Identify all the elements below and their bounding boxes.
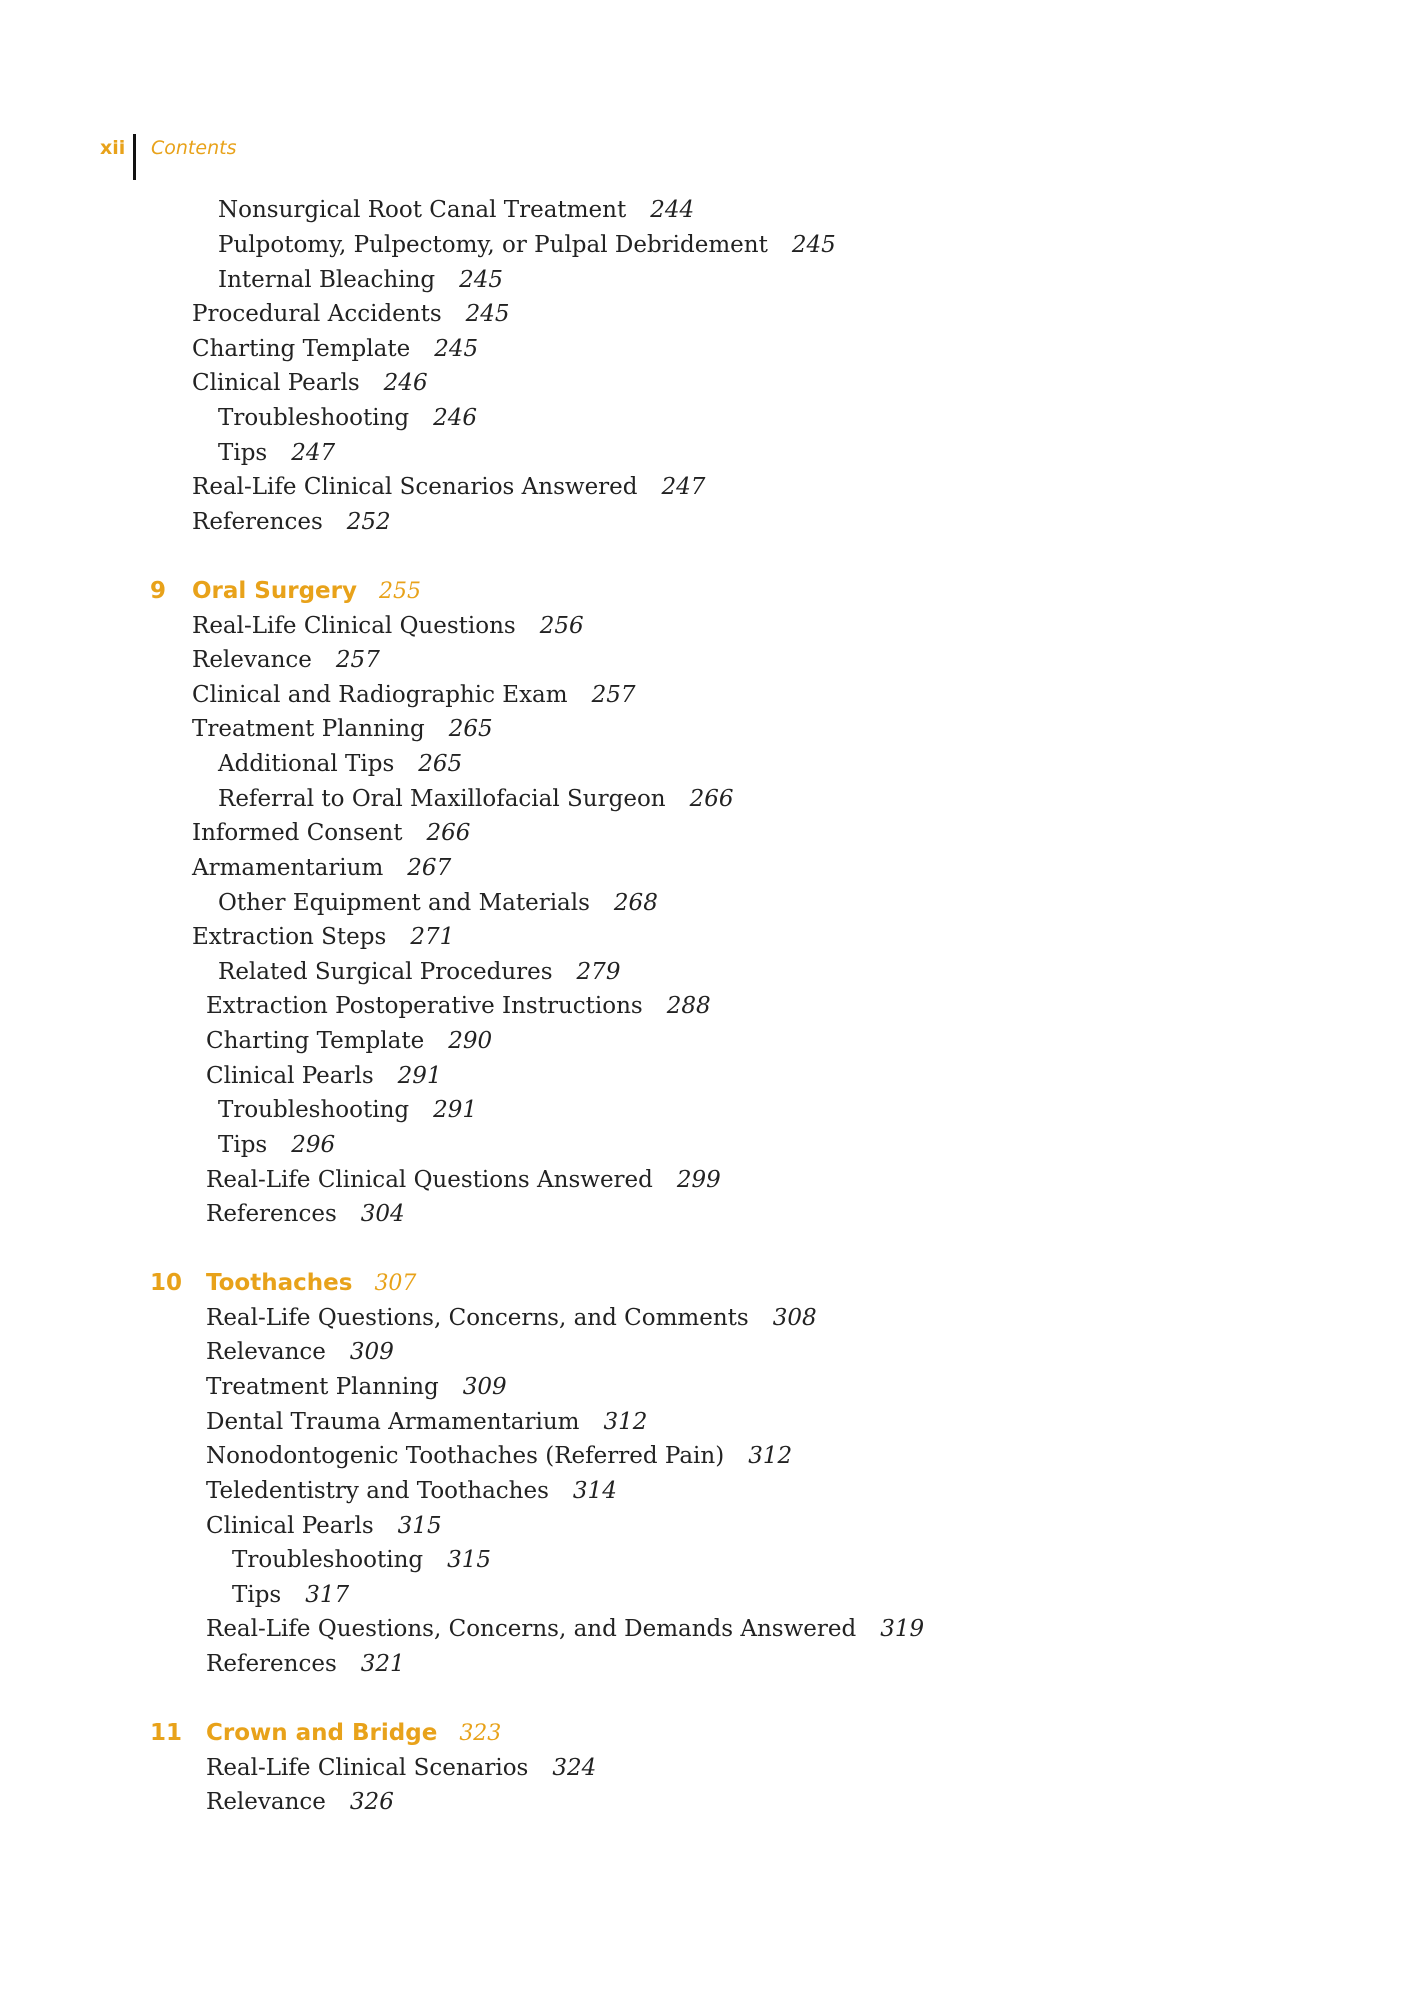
toc-entry[interactable]: Informed Consent 266 (192, 820, 471, 846)
toc-page-number: 245 (465, 301, 510, 327)
toc-entry[interactable]: Relevance 257 (192, 647, 380, 673)
toc-entry[interactable]: Real-Life Clinical Questions Answered 299 (206, 1167, 721, 1193)
toc-page-number: 247 (661, 474, 706, 500)
toc-entry[interactable]: Armamentarium 267 (192, 855, 452, 881)
toc-page-number: 288 (666, 993, 711, 1019)
toc-page-number: 246 (433, 405, 478, 431)
toc-page-number: 308 (772, 1305, 817, 1331)
toc-entry[interactable]: Troubleshooting 315 (232, 1547, 492, 1573)
toc-entry[interactable]: Real-Life Clinical Questions 256 (192, 613, 584, 639)
toc-entry[interactable]: Nonsurgical Root Canal Treatment 244 (218, 197, 695, 223)
toc-entry[interactable]: Troubleshooting 246 (218, 405, 478, 431)
toc-entry[interactable]: References 304 (206, 1201, 405, 1227)
toc-entry[interactable]: Additional Tips 265 (218, 751, 463, 777)
toc-entry[interactable]: Charting Template 290 (206, 1028, 493, 1054)
toc-entry[interactable]: References 252 (192, 509, 391, 535)
toc-page-number: 244 (650, 197, 695, 223)
chapter-number: 11 (150, 1720, 183, 1746)
toc-page-number: 246 (383, 370, 428, 396)
chapter-number: 10 (150, 1270, 183, 1296)
toc-entry[interactable]: Troubleshooting 291 (218, 1097, 478, 1123)
toc-page-number: 317 (305, 1582, 350, 1608)
toc-page-number: 321 (360, 1651, 405, 1677)
toc-entry[interactable]: Treatment Planning 265 (192, 716, 493, 742)
toc-page-number: 257 (591, 682, 636, 708)
toc-page-number: 290 (448, 1028, 493, 1054)
toc-page-number: 319 (880, 1616, 925, 1642)
toc-entry[interactable]: Charting Template 245 (192, 336, 479, 362)
toc-entry[interactable]: References 321 (206, 1651, 405, 1677)
toc-page-number: 296 (291, 1132, 336, 1158)
toc-entry[interactable]: Procedural Accidents 245 (192, 301, 510, 327)
toc-page-number: 309 (462, 1374, 507, 1400)
toc-entry[interactable]: Extraction Postoperative Instructions 288 (206, 993, 711, 1019)
chapter-page-number: 255 (379, 579, 421, 604)
toc-page-number: 252 (346, 509, 391, 535)
toc-entry[interactable]: Extraction Steps 271 (192, 924, 455, 950)
toc-page-number: 312 (603, 1409, 648, 1435)
chapter-title: Oral Surgery (192, 578, 357, 604)
toc-page-number: 279 (576, 959, 621, 985)
toc-entry[interactable]: Clinical Pearls 315 (206, 1513, 442, 1539)
toc-entry[interactable]: Tips 247 (218, 440, 336, 466)
toc-page-number: 299 (676, 1167, 721, 1193)
toc-page-number: 245 (791, 232, 836, 258)
toc-entry[interactable]: Teledentistry and Toothaches 314 (206, 1478, 617, 1504)
toc-page-number: 265 (448, 716, 493, 742)
running-title: Contents (151, 137, 237, 159)
toc-page-number: 268 (613, 890, 658, 916)
toc-entry[interactable]: Clinical and Radiographic Exam 257 (192, 682, 636, 708)
chapter-title: Crown and Bridge (206, 1720, 438, 1746)
toc-entry[interactable]: Clinical Pearls 246 (192, 370, 428, 396)
toc-entry[interactable]: Relevance 326 (206, 1789, 394, 1815)
toc-page-number: 265 (418, 751, 463, 777)
toc-page-number: 314 (572, 1478, 617, 1504)
toc-page-number: 312 (748, 1443, 793, 1469)
toc-page-number: 256 (539, 613, 584, 639)
chapter-page-number: 307 (374, 1271, 417, 1296)
toc-entry[interactable]: Real-Life Questions, Concerns, and Demands Answered 319 (206, 1616, 925, 1642)
toc-page-number: 267 (407, 855, 452, 881)
toc-entry[interactable]: Real-Life Clinical Scenarios Answered 247 (192, 474, 706, 500)
toc-entry[interactable]: Clinical Pearls 291 (206, 1063, 442, 1089)
page-number: xii (100, 137, 126, 159)
toc-page-number: 271 (410, 924, 455, 950)
toc-page-number: 247 (291, 440, 336, 466)
chapter-title: Toothaches (206, 1270, 353, 1296)
toc-entry[interactable]: Real-Life Clinical Scenarios 324 (206, 1755, 597, 1781)
toc-entry[interactable]: Related Surgical Procedures 279 (218, 959, 621, 985)
chapter-number: 9 (150, 578, 167, 604)
toc-page-number: 257 (335, 647, 380, 673)
chapter-page-number: 323 (459, 1721, 502, 1746)
toc-entry[interactable]: Pulpotomy, Pulpectomy, or Pulpal Debridement 245 (218, 232, 836, 258)
toc-page-number: 315 (447, 1547, 492, 1573)
toc-page-number: 266 (426, 820, 471, 846)
toc-page-number: 304 (360, 1201, 405, 1227)
header-divider (133, 134, 136, 180)
toc-entry[interactable]: Other Equipment and Materials 268 (218, 890, 658, 916)
toc-page-number: 309 (349, 1339, 394, 1365)
toc-entry[interactable]: Nonodontogenic Toothaches (Referred Pain) 312 (206, 1443, 793, 1469)
toc-page-number: 315 (397, 1513, 442, 1539)
toc-entry[interactable]: Dental Trauma Armamentarium 312 (206, 1409, 648, 1435)
toc-entry[interactable]: Tips 296 (218, 1132, 336, 1158)
toc-page-number: 245 (459, 267, 504, 293)
toc-entry[interactable]: Tips 317 (232, 1582, 350, 1608)
toc-page-number: 291 (397, 1063, 442, 1089)
toc-page-number: 266 (689, 786, 734, 812)
toc-entry[interactable]: Real-Life Questions, Concerns, and Comments 308 (206, 1305, 817, 1331)
toc-entry[interactable]: Referral to Oral Maxillofacial Surgeon 266 (218, 786, 734, 812)
toc-page-number: 326 (349, 1789, 394, 1815)
toc-entry[interactable]: Relevance 309 (206, 1339, 394, 1365)
toc-page-number: 291 (433, 1097, 478, 1123)
toc-page-number: 245 (434, 336, 479, 362)
toc-page-number: 324 (552, 1755, 597, 1781)
toc-entry[interactable]: Internal Bleaching 245 (218, 267, 504, 293)
toc-entry[interactable]: Treatment Planning 309 (206, 1374, 507, 1400)
